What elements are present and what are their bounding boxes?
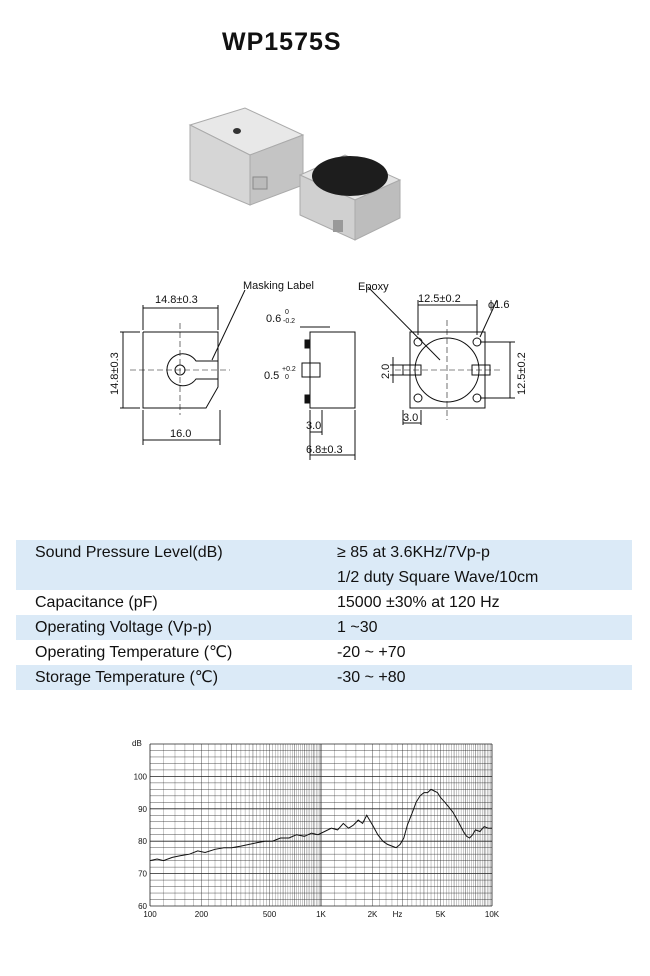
dim-back-width: 12.5±0.2 — [418, 293, 461, 305]
spec-row-spl — [16, 540, 632, 590]
spec-label: Sound Pressure Level(dB) — [35, 544, 223, 561]
spec-value: 1/2 duty Square Wave/10cm — [337, 569, 539, 586]
dim-side-3: 3.0 — [306, 420, 322, 432]
dim-side-top: 0.6 — [266, 313, 282, 325]
dim-back-phi: ϕ1.6 — [488, 299, 510, 311]
spec-value: -20 ~ +70 — [337, 644, 406, 661]
frequency-response-chart — [130, 736, 510, 931]
epoxy-disc — [312, 156, 388, 196]
y-axis-label: dB — [132, 739, 142, 748]
y-tick-label: 80 — [138, 837, 147, 847]
x-tick-label: 200 — [194, 910, 209, 919]
x-tick-label: 500 — [262, 910, 277, 919]
y-tick-label: 60 — [138, 902, 147, 911]
spec-value: ≥ 85 at 3.6KHz/7Vp-p — [337, 544, 490, 561]
spec-label: Operating Voltage (Vp-p) — [35, 619, 212, 636]
y-tick-label: 90 — [138, 804, 147, 814]
spec-row-capacitance — [16, 590, 632, 615]
x-tick-label: Hz — [392, 910, 403, 919]
sound-hole — [233, 128, 241, 134]
spec-label: Storage Temperature (℃) — [35, 669, 219, 686]
spec-label: Capacitance (pF) — [35, 594, 158, 611]
dim-back-height: 12.5±0.2 — [516, 352, 528, 395]
dim-bottom: 16.0 — [170, 428, 192, 440]
x-tick-label: 5K — [435, 910, 446, 919]
dim-width-top: 14.8±0.3 — [155, 294, 198, 306]
x-tick-label: 1K — [316, 910, 326, 919]
dim-side-mid-tol-lo: 0 — [285, 374, 289, 381]
x-tick-label: 2K — [367, 910, 378, 919]
epoxy-callout: Epoxy — [358, 281, 389, 293]
spec-row-storage-temp — [16, 665, 632, 690]
masking-label-callout: Masking Label — [243, 280, 314, 292]
dim-side-mid-tol-hi: +0.2 — [282, 366, 296, 373]
x-tick-label: 10K — [484, 910, 500, 919]
spec-row-voltage — [16, 615, 632, 640]
dim-side-mid: 0.5 — [264, 370, 280, 382]
spec-table — [16, 540, 632, 690]
product-photo — [185, 100, 415, 255]
dim-back-2: 2.0 — [380, 363, 392, 379]
dimension-drawing — [100, 275, 550, 480]
dim-height-left: 14.8±0.3 — [109, 352, 121, 395]
spec-row-op-temp — [16, 640, 632, 665]
dim-side-top-tol-lo: -0.2 — [283, 318, 296, 325]
back-terminal — [333, 220, 343, 232]
spec-value: 1 ~30 — [337, 619, 378, 636]
product-title: WP1575S — [222, 28, 342, 56]
y-tick-label: 70 — [138, 869, 147, 879]
x-tick-label: 100 — [143, 910, 157, 919]
spec-value: 15000 ±30% at 120 Hz — [337, 594, 500, 611]
dim-back-3: 3.0 — [403, 412, 419, 424]
y-tick-label: 100 — [133, 772, 147, 782]
dim-side-top-tol-hi: 0 — [285, 309, 289, 316]
spec-value: -30 ~ +80 — [337, 669, 406, 686]
dim-side-total: 6.8±0.3 — [306, 444, 343, 456]
side-view-body — [310, 332, 355, 408]
terminal-tab — [253, 177, 267, 189]
spec-label: Operating Temperature (℃) — [35, 644, 233, 661]
